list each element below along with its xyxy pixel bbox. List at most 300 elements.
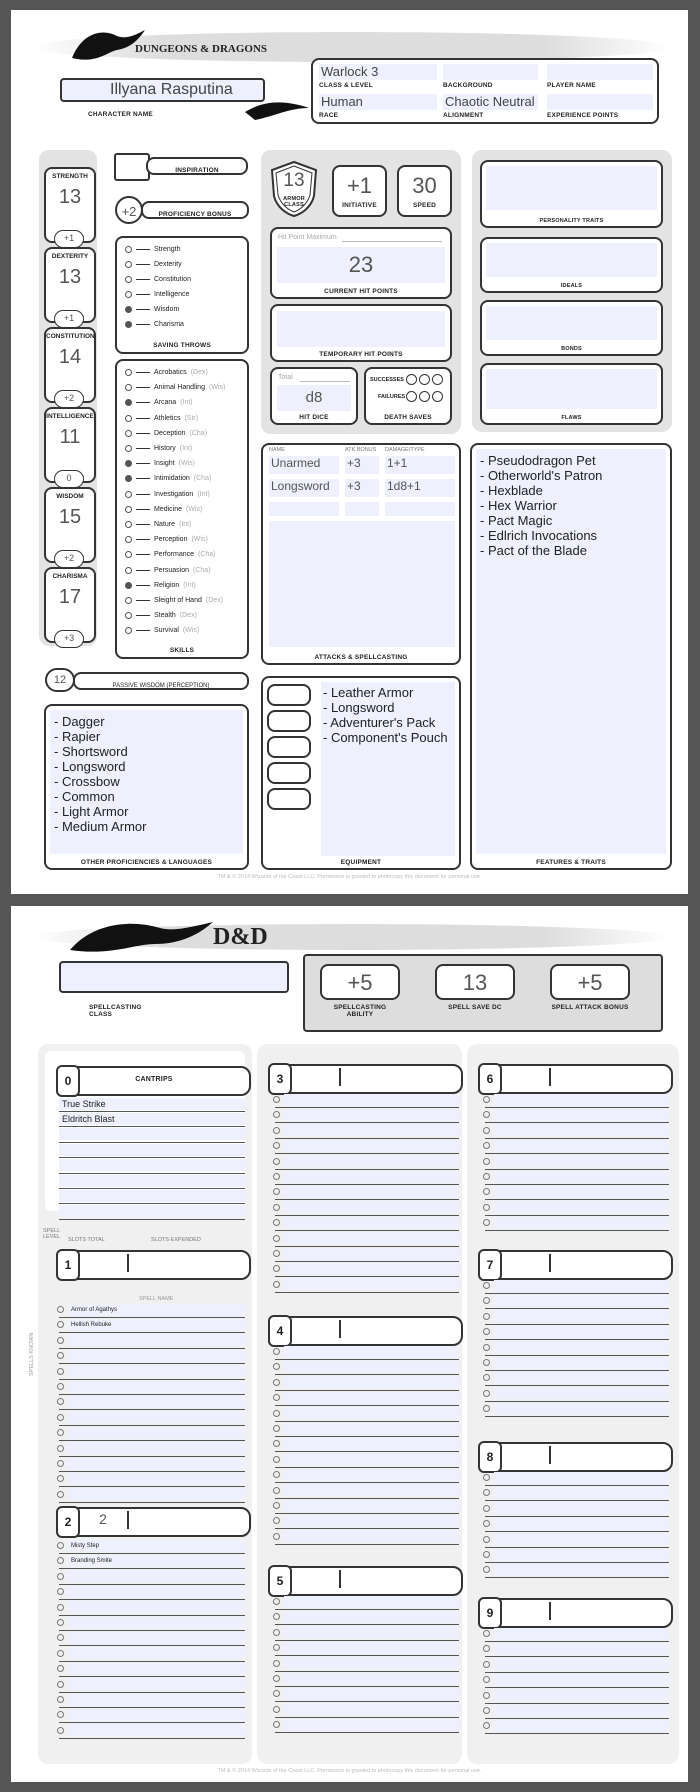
- attack-bonus-empty[interactable]: [345, 502, 379, 516]
- spell-line[interactable]: [275, 1092, 459, 1108]
- prepared-circle-icon[interactable]: [273, 1173, 280, 1180]
- spell-line[interactable]: [59, 1692, 245, 1708]
- ability-score[interactable]: 11: [59, 426, 81, 448]
- spell-line[interactable]: [59, 1487, 245, 1503]
- proficiency-dot-icon[interactable]: [125, 506, 132, 513]
- spell-line[interactable]: [485, 1562, 669, 1578]
- prepared-circle-icon[interactable]: [273, 1348, 280, 1355]
- spell-line[interactable]: [275, 1702, 459, 1718]
- attack-damage-empty[interactable]: [385, 502, 455, 516]
- saving-throw-bonus-field[interactable]: [136, 309, 150, 310]
- spell-line[interactable]: [275, 1169, 459, 1185]
- spell-line[interactable]: [485, 1386, 669, 1402]
- prepared-circle-icon[interactable]: [57, 1368, 64, 1375]
- proficiency-dot-icon[interactable]: [125, 612, 132, 619]
- saving-throw-bonus-field[interactable]: [136, 264, 150, 265]
- prepared-circle-icon[interactable]: [273, 1410, 280, 1417]
- spell-line[interactable]: [485, 1309, 669, 1325]
- spell-line[interactable]: [59, 1456, 245, 1472]
- skill-bonus-field[interactable]: [136, 585, 150, 586]
- inspiration-checkbox[interactable]: [114, 153, 150, 181]
- prepared-circle-icon[interactable]: [483, 1282, 490, 1289]
- prepared-circle-icon[interactable]: [57, 1352, 64, 1359]
- spell-attack-bonus-value[interactable]: +5: [550, 964, 630, 1000]
- proficiency-dot-icon[interactable]: [125, 246, 132, 253]
- attack-damage[interactable]: 1d8+1: [385, 479, 455, 497]
- prepared-circle-icon[interactable]: [57, 1398, 64, 1405]
- spell-line[interactable]: [275, 1344, 459, 1360]
- proficiency-dot-icon[interactable]: [125, 415, 132, 422]
- bonds-field[interactable]: [486, 306, 657, 340]
- proficiency-dot-icon[interactable]: [125, 291, 132, 298]
- ability-modifier[interactable]: +2: [54, 550, 84, 568]
- proficiency-dot-icon[interactable]: [125, 551, 132, 558]
- failure-check-1[interactable]: [406, 391, 417, 402]
- prepared-circle-icon[interactable]: [483, 1204, 490, 1211]
- prepared-circle-icon[interactable]: [483, 1188, 490, 1195]
- spell-line[interactable]: [275, 1406, 459, 1422]
- prepared-circle-icon[interactable]: [483, 1474, 490, 1481]
- prepared-circle-icon[interactable]: [273, 1644, 280, 1651]
- prepared-circle-icon[interactable]: [57, 1557, 64, 1564]
- prepared-circle-icon[interactable]: [273, 1456, 280, 1463]
- spell-line[interactable]: [275, 1483, 459, 1499]
- hit-dice-total-field[interactable]: [300, 381, 350, 382]
- prepared-circle-icon[interactable]: [57, 1573, 64, 1580]
- spell-line[interactable]: [59, 1569, 245, 1585]
- spell-line[interactable]: [59, 1317, 245, 1333]
- prepared-circle-icon[interactable]: [273, 1281, 280, 1288]
- proficiency-dot-icon[interactable]: [125, 491, 132, 498]
- level-7-slots-total[interactable]: [501, 1254, 551, 1272]
- proficiency-dot-icon[interactable]: [125, 627, 132, 634]
- level-3-slots-total[interactable]: [291, 1068, 341, 1086]
- spell-line[interactable]: [275, 1184, 459, 1200]
- cantrip-line[interactable]: [59, 1096, 245, 1112]
- level-1-slots-total[interactable]: [79, 1254, 129, 1272]
- prepared-circle-icon[interactable]: [273, 1706, 280, 1713]
- prepared-circle-icon[interactable]: [57, 1337, 64, 1344]
- attack-name[interactable]: Unarmed: [269, 456, 339, 474]
- saving-throw-bonus-field[interactable]: [136, 249, 150, 250]
- attack-name[interactable]: Longsword: [269, 479, 339, 497]
- spell-line[interactable]: [275, 1231, 459, 1247]
- spell-line[interactable]: [275, 1671, 459, 1687]
- spell-line[interactable]: [485, 1703, 669, 1719]
- prepared-circle-icon[interactable]: [273, 1379, 280, 1386]
- prepared-circle-icon[interactable]: [273, 1204, 280, 1211]
- skill-bonus-field[interactable]: [136, 372, 150, 373]
- spell-line[interactable]: [275, 1625, 459, 1641]
- ability-modifier[interactable]: +2: [54, 390, 84, 408]
- skill-bonus-field[interactable]: [136, 600, 150, 601]
- player-name-field[interactable]: [547, 64, 653, 80]
- skill-bonus-field[interactable]: [136, 509, 150, 510]
- spell-line[interactable]: [59, 1707, 245, 1723]
- prepared-circle-icon[interactable]: [483, 1692, 490, 1699]
- flaws-field[interactable]: [486, 369, 657, 409]
- spell-line[interactable]: [485, 1626, 669, 1642]
- spell-line[interactable]: [485, 1169, 669, 1185]
- skill-bonus-field[interactable]: [136, 448, 150, 449]
- coin-field[interactable]: [267, 736, 311, 758]
- proficiency-dot-icon[interactable]: [125, 399, 132, 406]
- spell-line[interactable]: [485, 1532, 669, 1548]
- cantrip-line[interactable]: [59, 1111, 245, 1127]
- prepared-circle-icon[interactable]: [483, 1111, 490, 1118]
- prepared-circle-icon[interactable]: [483, 1328, 490, 1335]
- attacks-notes-field[interactable]: [269, 521, 455, 647]
- spell-line[interactable]: [275, 1594, 459, 1610]
- skill-bonus-field[interactable]: [136, 570, 150, 571]
- prepared-circle-icon[interactable]: [483, 1566, 490, 1573]
- spell-line[interactable]: [485, 1501, 669, 1517]
- spell-line[interactable]: [275, 1138, 459, 1154]
- spell-line[interactable]: [275, 1529, 459, 1545]
- level-5-slots-total[interactable]: [291, 1570, 341, 1588]
- prepared-circle-icon[interactable]: [273, 1487, 280, 1494]
- spell-line[interactable]: [485, 1278, 669, 1294]
- prepared-circle-icon[interactable]: [483, 1405, 490, 1412]
- spell-line[interactable]: [485, 1215, 669, 1231]
- race-field[interactable]: Human: [319, 94, 437, 110]
- personality-traits-field[interactable]: [486, 166, 657, 210]
- skill-bonus-field[interactable]: [136, 463, 150, 464]
- prepared-circle-icon[interactable]: [483, 1551, 490, 1558]
- spell-line[interactable]: [485, 1324, 669, 1340]
- spell-line[interactable]: [485, 1107, 669, 1123]
- prepared-circle-icon[interactable]: [57, 1604, 64, 1611]
- prepared-circle-icon[interactable]: [483, 1173, 490, 1180]
- other-proficiencies-field[interactable]: [50, 710, 243, 854]
- spell-line[interactable]: [275, 1375, 459, 1391]
- prepared-circle-icon[interactable]: [273, 1219, 280, 1226]
- success-check-2[interactable]: [419, 374, 430, 385]
- prepared-circle-icon[interactable]: [273, 1533, 280, 1540]
- saving-throw-bonus-field[interactable]: [136, 294, 150, 295]
- spell-line[interactable]: [275, 1686, 459, 1702]
- spell-line[interactable]: [485, 1641, 669, 1657]
- skill-bonus-field[interactable]: [136, 418, 150, 419]
- spell-line[interactable]: [59, 1425, 245, 1441]
- spell-line[interactable]: [59, 1302, 245, 1318]
- prepared-circle-icon[interactable]: [483, 1505, 490, 1512]
- proficiency-bonus-value[interactable]: +2: [115, 196, 143, 224]
- spell-line[interactable]: [485, 1516, 669, 1532]
- spell-line[interactable]: [485, 1547, 669, 1563]
- spell-line[interactable]: [59, 1723, 245, 1739]
- prepared-circle-icon[interactable]: [273, 1158, 280, 1165]
- spell-line[interactable]: [59, 1410, 245, 1426]
- ability-score[interactable]: 17: [58, 586, 82, 608]
- proficiency-dot-icon[interactable]: [125, 475, 132, 482]
- spell-line[interactable]: [275, 1498, 459, 1514]
- spell-line[interactable]: [59, 1584, 245, 1600]
- prepared-circle-icon[interactable]: [273, 1096, 280, 1103]
- prepared-circle-icon[interactable]: [57, 1491, 64, 1498]
- cantrip-line[interactable]: [59, 1173, 245, 1189]
- proficiency-dot-icon[interactable]: [125, 261, 132, 268]
- prepared-circle-icon[interactable]: [483, 1722, 490, 1729]
- skill-bonus-field[interactable]: [136, 554, 150, 555]
- prepared-circle-icon[interactable]: [273, 1675, 280, 1682]
- spell-line[interactable]: [275, 1390, 459, 1406]
- prepared-circle-icon[interactable]: [57, 1634, 64, 1641]
- prepared-circle-icon[interactable]: [57, 1445, 64, 1452]
- character-name-field[interactable]: Illyana Rasputina: [60, 78, 265, 102]
- spell-line[interactable]: [59, 1471, 245, 1487]
- prepared-circle-icon[interactable]: [57, 1588, 64, 1595]
- spell-line[interactable]: [485, 1657, 669, 1673]
- spell-line[interactable]: [59, 1600, 245, 1616]
- proficiency-dot-icon[interactable]: [125, 321, 132, 328]
- spell-line[interactable]: [275, 1107, 459, 1123]
- ability-modifier[interactable]: 0: [54, 470, 84, 488]
- prepared-circle-icon[interactable]: [57, 1681, 64, 1688]
- prepared-circle-icon[interactable]: [483, 1096, 490, 1103]
- prepared-circle-icon[interactable]: [57, 1665, 64, 1672]
- prepared-circle-icon[interactable]: [483, 1313, 490, 1320]
- prepared-circle-icon[interactable]: [57, 1429, 64, 1436]
- cantrip-line[interactable]: [59, 1142, 245, 1158]
- spell-line[interactable]: [59, 1348, 245, 1364]
- spell-line[interactable]: [275, 1277, 459, 1293]
- proficiency-dot-icon[interactable]: [125, 276, 132, 283]
- ability-modifier[interactable]: +1: [54, 230, 84, 248]
- attack-bonus[interactable]: +3: [345, 456, 379, 474]
- prepared-circle-icon[interactable]: [57, 1460, 64, 1467]
- proficiency-dot-icon[interactable]: [125, 445, 132, 452]
- spell-line[interactable]: [485, 1293, 669, 1309]
- prepared-circle-icon[interactable]: [273, 1394, 280, 1401]
- failure-check-3[interactable]: [432, 391, 443, 402]
- spell-line[interactable]: [485, 1200, 669, 1216]
- proficiency-dot-icon[interactable]: [125, 536, 132, 543]
- spell-line[interactable]: [485, 1092, 669, 1108]
- prepared-circle-icon[interactable]: [483, 1676, 490, 1683]
- prepared-circle-icon[interactable]: [57, 1696, 64, 1703]
- skill-bonus-field[interactable]: [136, 387, 150, 388]
- prepared-circle-icon[interactable]: [483, 1390, 490, 1397]
- prepared-circle-icon[interactable]: [57, 1383, 64, 1390]
- attack-bonus[interactable]: +3: [345, 479, 379, 497]
- spell-line[interactable]: [485, 1672, 669, 1688]
- prepared-circle-icon[interactable]: [57, 1306, 64, 1313]
- prepared-circle-icon[interactable]: [57, 1619, 64, 1626]
- skill-bonus-field[interactable]: [136, 433, 150, 434]
- spell-line[interactable]: [485, 1184, 669, 1200]
- spell-line[interactable]: [275, 1640, 459, 1656]
- prepared-circle-icon[interactable]: [483, 1344, 490, 1351]
- proficiency-dot-icon[interactable]: [125, 582, 132, 589]
- cantrip-line[interactable]: [59, 1188, 245, 1204]
- spell-line[interactable]: [485, 1355, 669, 1371]
- prepared-circle-icon[interactable]: [273, 1517, 280, 1524]
- ability-score[interactable]: 13: [58, 266, 82, 288]
- proficiency-dot-icon[interactable]: [125, 567, 132, 574]
- prepared-circle-icon[interactable]: [483, 1359, 490, 1366]
- ability-score[interactable]: 13: [58, 186, 82, 208]
- prepared-circle-icon[interactable]: [273, 1265, 280, 1272]
- spell-line[interactable]: [59, 1394, 245, 1410]
- attack-name-empty[interactable]: [269, 502, 339, 516]
- spell-line[interactable]: [59, 1379, 245, 1395]
- proficiency-dot-icon[interactable]: [125, 460, 132, 467]
- spell-line[interactable]: [275, 1467, 459, 1483]
- spell-line[interactable]: [275, 1513, 459, 1529]
- spell-line[interactable]: [485, 1340, 669, 1356]
- proficiency-dot-icon[interactable]: [125, 384, 132, 391]
- level-6-slots-total[interactable]: [501, 1068, 551, 1086]
- prepared-circle-icon[interactable]: [57, 1542, 64, 1549]
- proficiency-dot-icon[interactable]: [125, 369, 132, 376]
- ability-modifier[interactable]: +1: [54, 310, 84, 328]
- initiative-value[interactable]: +1: [346, 173, 373, 198]
- failure-check-2[interactable]: [419, 391, 430, 402]
- prepared-circle-icon[interactable]: [483, 1127, 490, 1134]
- spell-line[interactable]: [485, 1154, 669, 1170]
- features-traits-field[interactable]: [476, 449, 666, 854]
- level-4-slots-total[interactable]: [291, 1320, 341, 1338]
- spell-line[interactable]: [59, 1441, 245, 1457]
- spell-save-dc-value[interactable]: 13: [435, 964, 515, 1000]
- ability-score[interactable]: 15: [58, 506, 82, 528]
- spell-line[interactable]: [275, 1421, 459, 1437]
- spell-line[interactable]: [485, 1470, 669, 1486]
- prepared-circle-icon[interactable]: [483, 1520, 490, 1527]
- spell-line[interactable]: [275, 1656, 459, 1672]
- passive-wisdom-value[interactable]: 12: [45, 668, 75, 692]
- prepared-circle-icon[interactable]: [483, 1158, 490, 1165]
- spell-line[interactable]: [59, 1538, 245, 1554]
- class-level-field[interactable]: Warlock 3: [319, 64, 437, 80]
- prepared-circle-icon[interactable]: [57, 1475, 64, 1482]
- prepared-circle-icon[interactable]: [483, 1707, 490, 1714]
- prepared-circle-icon[interactable]: [483, 1489, 490, 1496]
- spell-line[interactable]: [485, 1138, 669, 1154]
- prepared-circle-icon[interactable]: [483, 1374, 490, 1381]
- prepared-circle-icon[interactable]: [57, 1414, 64, 1421]
- spell-line[interactable]: [485, 1718, 669, 1734]
- saving-throw-bonus-field[interactable]: [136, 324, 150, 325]
- prepared-circle-icon[interactable]: [273, 1235, 280, 1242]
- attack-damage[interactable]: 1+1: [385, 456, 455, 474]
- prepared-circle-icon[interactable]: [273, 1142, 280, 1149]
- prepared-circle-icon[interactable]: [273, 1127, 280, 1134]
- speed-value[interactable]: 30: [412, 173, 437, 198]
- spell-line[interactable]: [59, 1646, 245, 1662]
- prepared-circle-icon[interactable]: [57, 1650, 64, 1657]
- spell-line[interactable]: [275, 1123, 459, 1139]
- skill-bonus-field[interactable]: [136, 494, 150, 495]
- ideals-field[interactable]: [486, 243, 657, 277]
- skill-bonus-field[interactable]: [136, 478, 150, 479]
- coin-field[interactable]: [267, 710, 311, 732]
- prepared-circle-icon[interactable]: [273, 1598, 280, 1605]
- spell-line[interactable]: [275, 1359, 459, 1375]
- spell-line[interactable]: [485, 1485, 669, 1501]
- background-field[interactable]: [443, 64, 538, 80]
- prepared-circle-icon[interactable]: [273, 1613, 280, 1620]
- cantrip-line[interactable]: [59, 1204, 245, 1220]
- proficiency-dot-icon[interactable]: [125, 597, 132, 604]
- prepared-circle-icon[interactable]: [273, 1690, 280, 1697]
- prepared-circle-icon[interactable]: [273, 1629, 280, 1636]
- prepared-circle-icon[interactable]: [273, 1471, 280, 1478]
- spell-line[interactable]: [59, 1677, 245, 1693]
- skill-bonus-field[interactable]: [136, 630, 150, 631]
- spell-line[interactable]: [275, 1261, 459, 1277]
- spell-line[interactable]: [59, 1333, 245, 1349]
- cantrip-line[interactable]: [59, 1127, 245, 1143]
- spell-line[interactable]: [59, 1661, 245, 1677]
- proficiency-dot-icon[interactable]: [125, 306, 132, 313]
- hit-dice-value[interactable]: d8: [277, 385, 351, 411]
- spell-line[interactable]: [485, 1123, 669, 1139]
- spell-line[interactable]: [59, 1615, 245, 1631]
- alignment-field[interactable]: Chaotic Neutral: [443, 94, 538, 110]
- prepared-circle-icon[interactable]: [273, 1721, 280, 1728]
- prepared-circle-icon[interactable]: [483, 1297, 490, 1304]
- prepared-circle-icon[interactable]: [273, 1425, 280, 1432]
- spell-line[interactable]: [485, 1688, 669, 1704]
- prepared-circle-icon[interactable]: [273, 1440, 280, 1447]
- ability-modifier[interactable]: +3: [54, 630, 84, 648]
- prepared-circle-icon[interactable]: [273, 1111, 280, 1118]
- prepared-circle-icon[interactable]: [273, 1250, 280, 1257]
- current-hp-value[interactable]: 23: [277, 247, 445, 283]
- success-check-1[interactable]: [406, 374, 417, 385]
- spellcasting-ability-value[interactable]: +5: [320, 964, 400, 1000]
- temp-hp-field[interactable]: [277, 311, 445, 347]
- prepared-circle-icon[interactable]: [57, 1711, 64, 1718]
- prepared-circle-icon[interactable]: [483, 1630, 490, 1637]
- hp-max-field[interactable]: [342, 241, 442, 242]
- spell-line[interactable]: [485, 1401, 669, 1417]
- prepared-circle-icon[interactable]: [57, 1321, 64, 1328]
- spell-line[interactable]: [275, 1717, 459, 1733]
- spell-line[interactable]: [275, 1452, 459, 1468]
- prepared-circle-icon[interactable]: [273, 1502, 280, 1509]
- prepared-circle-icon[interactable]: [273, 1660, 280, 1667]
- proficiency-dot-icon[interactable]: [125, 430, 132, 437]
- skill-bonus-field[interactable]: [136, 615, 150, 616]
- spell-line[interactable]: [275, 1154, 459, 1170]
- spell-line[interactable]: [485, 1370, 669, 1386]
- prepared-circle-icon[interactable]: [483, 1536, 490, 1543]
- spell-line[interactable]: [275, 1200, 459, 1216]
- spell-line[interactable]: [275, 1609, 459, 1625]
- level-9-slots-total[interactable]: [501, 1602, 551, 1620]
- prepared-circle-icon[interactable]: [273, 1363, 280, 1370]
- coin-field[interactable]: [267, 762, 311, 784]
- experience-points-field[interactable]: [547, 94, 653, 110]
- skill-bonus-field[interactable]: [136, 402, 150, 403]
- prepared-circle-icon[interactable]: [483, 1219, 490, 1226]
- skill-bonus-field[interactable]: [136, 539, 150, 540]
- spell-line[interactable]: [59, 1630, 245, 1646]
- level-2-slots-total[interactable]: 2: [79, 1511, 129, 1529]
- prepared-circle-icon[interactable]: [273, 1188, 280, 1195]
- spell-line[interactable]: [59, 1364, 245, 1380]
- ability-score[interactable]: 14: [58, 346, 82, 368]
- coin-field[interactable]: [267, 788, 311, 810]
- proficiency-dot-icon[interactable]: [125, 521, 132, 528]
- spell-line[interactable]: [275, 1436, 459, 1452]
- cantrip-line[interactable]: [59, 1158, 245, 1174]
- prepared-circle-icon[interactable]: [57, 1727, 64, 1734]
- level-8-slots-total[interactable]: [501, 1446, 551, 1464]
